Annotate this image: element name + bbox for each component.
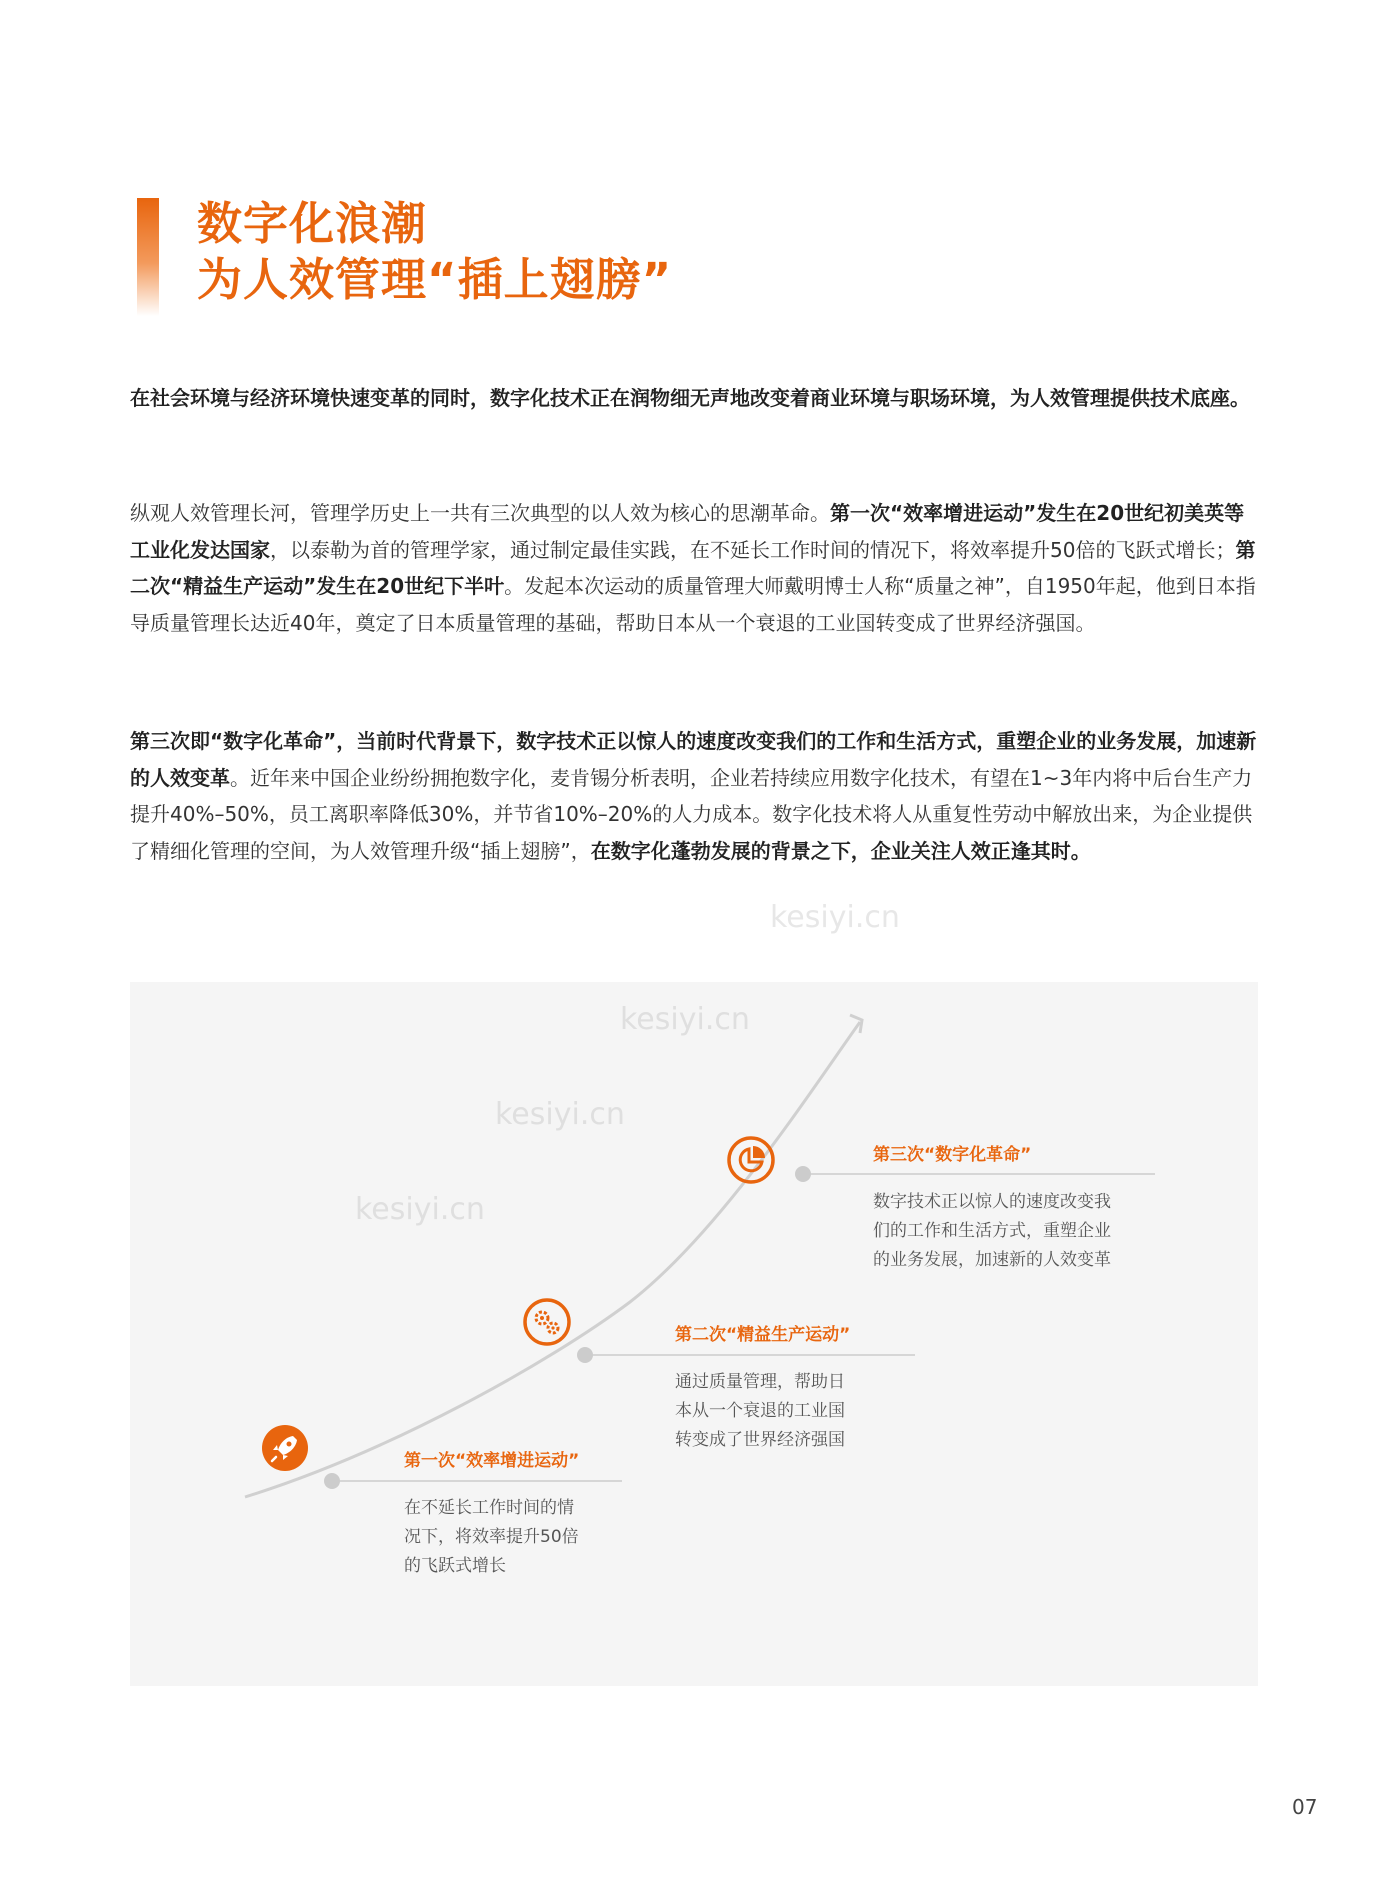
digital-text: 。近年来中国企业纷纷拥抱数字化，麦肯锡分析表明，企业若持续应用数字化技术，有望在1~3年内将中后台生产力提升40%–50%，员工离职率降低30%，并节省10%–20%的人力成本。数字化技术将人从重复性劳动中解放出来，为企业提供了精细化管理的空间，为人效管理升级“插上翅膀”， <box>130 765 1253 863</box>
stage3-description <box>873 1188 1111 1275</box>
intro-paragraph <box>130 380 1260 417</box>
stage3-desc-line1: 数字技术正以惊人的速度改变我 <box>873 1192 1111 1212</box>
watermark-2: kesiyi.cn <box>495 1097 625 1132</box>
stage2-desc-line1: 通过质量管理，帮助日 <box>675 1372 845 1392</box>
stage3-desc-line3: 的业务发展，加速新的人效变革 <box>873 1250 1111 1270</box>
stage2-desc-line3: 转变成了世界经济强国 <box>675 1430 845 1450</box>
curve-arrowhead <box>850 1015 862 1033</box>
page-title <box>197 196 672 308</box>
history-paragraph <box>130 495 1260 641</box>
watermark-1: kesiyi.cn <box>355 1192 485 1227</box>
digital-paragraph <box>130 723 1260 869</box>
history-text-3: 。发起本次运动的质量管理大师戴明博士人称“质量之神”，自1950年起，他到日本指导质量管理长达近40年，奠定了日本质量管理的基础，帮助日本从一个衰退的工业国转变成了世界经济强国。 <box>130 574 1256 635</box>
stage1-dot <box>324 1473 340 1489</box>
watermark-4: kesiyi.cn <box>770 900 900 935</box>
stage2-dot <box>577 1347 593 1363</box>
stage1-description <box>404 1494 579 1581</box>
stage2-desc-line2: 本从一个衰退的工业国 <box>675 1401 845 1421</box>
gears-icon <box>522 1297 572 1347</box>
stage2-title: 第二次“精益生产运动” <box>675 1325 851 1345</box>
stage3-dot <box>795 1166 811 1182</box>
digital-highlight-1: 第三次即“数字化革命”，当前时代背景下，数字技术正以惊人的速度改变我们的工作和生活方式，重塑企业的业务发展，加速新的人效变革 <box>130 729 1257 790</box>
title-accent-bar <box>137 198 159 316</box>
history-highlight-2: 第二次“精益生产运动”发生在20世纪下半叶 <box>130 537 1256 598</box>
title-line-2: 为人效管理“插上翅膀” <box>197 253 673 306</box>
stage3-desc-line2: 们的工作和生活方式，重塑企业 <box>873 1221 1111 1241</box>
stage2-description <box>675 1368 845 1455</box>
watermark-3: kesiyi.cn <box>620 1002 750 1037</box>
stage1-title: 第一次“效率增进运动” <box>404 1451 580 1471</box>
stage3-title: 第三次“数字化革命” <box>873 1145 1032 1165</box>
history-text-1: 纵观人效管理长河，管理学历史上一共有三次典型的以人效为核心的思潮革命。 <box>130 501 830 525</box>
stage1-desc-line3: 的飞跃式增长 <box>404 1556 506 1576</box>
title-line-1: 数字化浪潮 <box>197 197 428 250</box>
intro-text: 在社会环境与经济环境快速变革的同时，数字化技术正在润物细无声地改变着商业环境与职场环境，为人效管理提供技术底座。 <box>130 386 1250 410</box>
history-text-2: ，以泰勒为首的管理学家，通过制定最佳实践，在不延长工作时间的情况下，将效率提升50倍的飞跃式增长； <box>270 537 1236 562</box>
pie-chart-icon <box>726 1135 776 1185</box>
revolution-timeline-panel <box>130 900 1258 1686</box>
stage1-desc-line1: 在不延长工作时间的情 <box>404 1498 574 1518</box>
rocket-icon <box>260 1423 310 1473</box>
digital-highlight-2: 在数字化蓬勃发展的背景之下，企业关注人效正逢其时。 <box>590 838 1091 863</box>
page-number: 07 <box>1292 1795 1318 1819</box>
history-highlight-1: 第一次“效率增进运动”发生在20世纪初美英等工业化发达国家 <box>130 501 1245 562</box>
stage1-desc-line2: 况下，将效率提升50倍 <box>404 1527 579 1547</box>
